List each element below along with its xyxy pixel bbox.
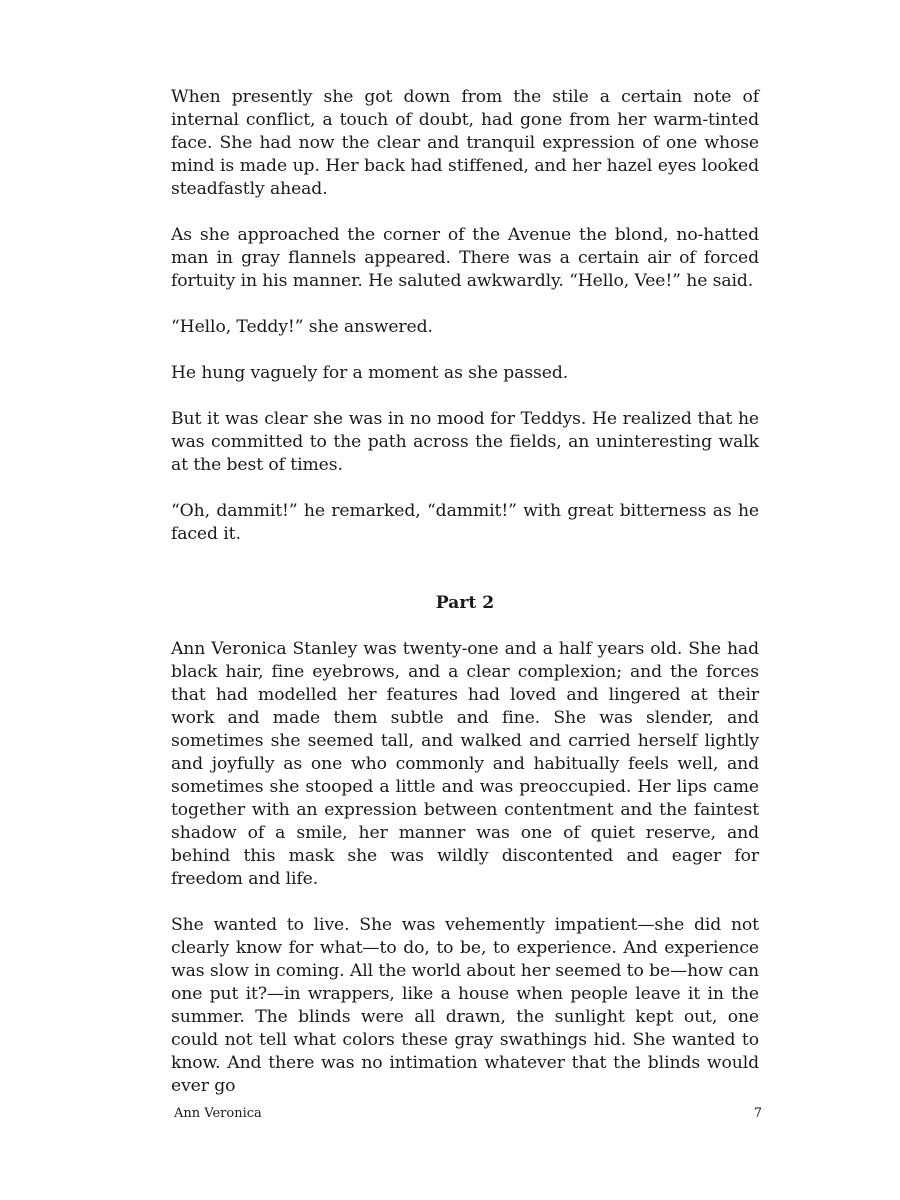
page-body	[171, 86, 759, 1121]
paragraph-hung-vaguely: He hung vaguely for a moment as she passed.	[171, 363, 569, 383]
running-title: Ann Veronica	[174, 1106, 262, 1121]
paragraph-no-mood: But it was clear she was in no mood for Teddys. He realized that he was committed to the path across the fields, an uninteresting walk at the best of times.	[171, 409, 759, 475]
paragraph-ann-veronica-description: Ann Veronica Stanley was twenty-one and a half years old. She had black hair, fine eyebrows, and a clear complexion; and the forces that had modelled her features had loved and lingered at their work and made them subtle and fine. She was slender, and sometimes she seemed tall, and walked and carried herself lightly and joyfully as one who commonly and habitually feels well, and sometimes she stooped a little and was preoccupied. Her lips came together with an expression between contentment and the faintest shadow of a smile, her manner was one of quiet reserve, and behind this mask she was wildly discontented and eager for freedom and life.	[171, 639, 759, 889]
section-heading: Part 2	[435, 593, 495, 613]
page-number: 7	[753, 1106, 762, 1121]
paragraph-wanted-to-live: She wanted to live. She was vehemently impatient—she did not clearly know for what—to do, to be, to experience. And experience was slow in coming. All the world about her seemed to be—how can one put it?—in wrappers, like a house when people leave it in the summer. The blinds were all drawn, the sunlight kept out, one could not tell what colors these gray swathings hid. She wanted to know. And there was no intimation whatever that the blinds would ever go	[171, 915, 759, 1096]
section-spacer	[171, 569, 759, 592]
paragraph-teddy-appears: As she approached the corner of the Avenue the blond, no-hatted man in gray flannels appeared. There was a certain air of forced fortuity in his manner. He saluted awkwardly. “Hello, Vee!” he said.	[171, 225, 759, 291]
paragraph-stile: When presently she got down from the stile a certain note of internal conflict, a touch of doubt, had gone from her warm-tinted face. She had now the clear and tranquil expression of one whose mind is made up. Her back had stiffened, and her hazel eyes looked steadfastly ahead.	[171, 87, 759, 199]
paragraph-dammit: “Oh, dammit!” he remarked, “dammit!” with great bitterness as he faced it.	[171, 501, 759, 544]
paragraph-hello-teddy: “Hello, Teddy!” she answered.	[171, 317, 433, 337]
